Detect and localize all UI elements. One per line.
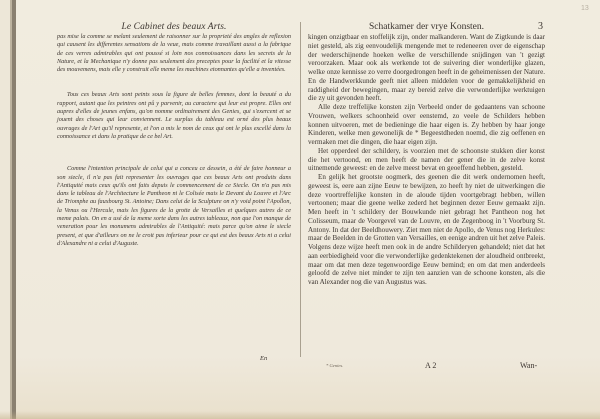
binding-spine: [12, 0, 16, 419]
left-paragraph: Tous ces beaux Arts sont peints sous la figure de belles femmes, dont la beauté a du rapport, autant que les peintres ont pû y parvenir, au caractere qui leur est propre. Elles ont aupres d'elles de jeunes enfans, qu'on nomme ordinairement des Genies, qui s'exercent et se jouent des choses qui leur conviennent. Le surplus du tableau est orné des plus beaux ouvrages de l'Art qu'il represente, et l'on a mis le nom de ceux qui ont le plus excellé dans la connoissance et dans la pratique de ce bel Art.: [57, 91, 291, 140]
right-paragraph: En gelijk het grootste oogmerk, des geenen die dit werk ondernomen heeft, geweest is, eere aan zijne Eeuw te bewijzen, zo heeft hy niet de uitwerkingen die deze voortreffelijke konsten in de aloude tijden voortgebragt hebben, willen vertoonen; maar die geene welke zederd het beginnen dezer Eeuw gemaakt zijn. Men heeft in 't schildery der Bouwkunde niet gebragt het Pantheon nog het Colisseum, maar de Voorgevel van de Louvre, en de Zegenboog in 't Voorburg St. Antony. In dat der Beeldhouwery. Ziet men niet de Apollo, de Venus nog Herkules: maar de Beelden in de Grotten van Versailles, en eenige andren uit het zelve Paleis. Volgens deze wijze heeft men ook in de andre Schilderyen gehandeld; niet dat het aan eerbiedigheid voor die verwonderlijke gedenktekenen der aloudheid ontbreekt, maar om dat men deze tegenwoordige Eeuw bemind; en om dat men anderdeels geloofd de zelve niet minder te zijn ten aanzien van de schoone konsten, als die van Alexander nog die van Augustus was.: [308, 173, 545, 286]
left-page-text: [57, 22, 291, 248]
right-paragraph: Alle deze treffelijke konsten zijn Verbeeld onder de gedaantens van schoone Vrouwen, welkers schoonheid over eenstemd, zo veele de Schilders hebben konnen uitvoeren, met de bedieninge die haar eigen is. Zy hebben by haar jonge Kinderen, welke men gewonelijk de * Begeestdheden noemd, die zig oeffenen en vermaken met die dingen, die haar eigen zijn.: [308, 103, 545, 146]
left-running-head: Le Cabinet des beaux Arts.: [121, 22, 227, 32]
right-running-head: [308, 22, 545, 32]
page-bottom-shadow: [0, 411, 600, 419]
right-running-head-title: Schatkamer der vrye Konsten.: [368, 22, 485, 32]
right-page-text: [308, 22, 545, 287]
right-catchword: Wan-: [520, 361, 538, 370]
right-paragraph: Het opperdeel der schildery, is voorzien met de schoonste stukken dier konst die het vertoond, en men heeft de namen der gener die in de zelve konst uitnemende geweest: en de zelve meest bevat en geoeffend hebben, gesteld.: [308, 146, 545, 173]
page-edge: [0, 0, 10, 419]
column-rule: [300, 22, 301, 357]
right-paragraph: kingen onzigtbaar en stoffelijk zijn, onder malkanderen. Want de Zigtkunde is daar niet gesteld, als zig eenvoudelijk mengende met te redeneeren over de eigenschap der wederschijnende hoeken welke de verschillende snijdingen van 't gezigt veroorzaken. Maar ook als werkende tot de suivering dier wonderlijke glazen, welke onze kennisse zo verre doorgedrongen heeft in de geheimenissen der Nature. En de Handwerkkunde geeft niet alleen middelen voor de gemakkelijkheid en raddigheid der bewegingen, maar zy bereid zelve die verwonderlijke werktuigen die zy uit gevonden heeft.: [308, 33, 545, 103]
margin-pencil-note: 13: [581, 5, 589, 12]
left-catchword: En: [260, 355, 268, 362]
left-paragraph: Comme l'intention principale de celui qui a conceu ce dessein, a été de faire honneur a son siecle, il n'a pas fait representer les ouvrages que ces beaux Arts ont produits dans l'Antiquité mais ceux qu'ils ont faits depuis le commencement de ce Siecle. On n'a pas mis dans le tableau de l'Architecture le Pantheon ni le Colisée mais le Devant du Louvre et l'Arc de Triomphe au fauxbourg St. Antoine; Dans celui de la Sculpture on n'y void point l'Apollon, la Venus ou l'Hercule, mais les figures de la grotte de Versailles et quelques autres de ce meme palais. On en a usé de la meme sorte dans les autres tableaux, non que l'on manque de veneration pour les monumens admirables de l'Antiquité: mais parce qu'on aime le siecle present, et que d'ailleurs on ne le croit pas inferieur pour ce qui est des beaux Arts ni a celui d'Alexandre ni a celui d'Auguste.: [57, 165, 291, 247]
signature-mark: A 2: [425, 361, 437, 370]
page-number: 3: [538, 21, 543, 32]
left-paragraph: pas mise la comme se melant seulement de raisonner sur la proprieté des angles de reflexion qui causent les differentes sensations de la veue, mais comme travaillant aussi a la fabrique de ces verres admirables qui ont poussé si loin nos connoissances dans les secrets de la Nature, et la Mechanique n'y donne pas seulement des preceptes pour la facilité et la vitesse des mouvemens, mais elle y construit elle meme les machines etonnantes qu'elle a inventées.: [57, 33, 291, 74]
footnote: * Genies.: [326, 363, 344, 368]
